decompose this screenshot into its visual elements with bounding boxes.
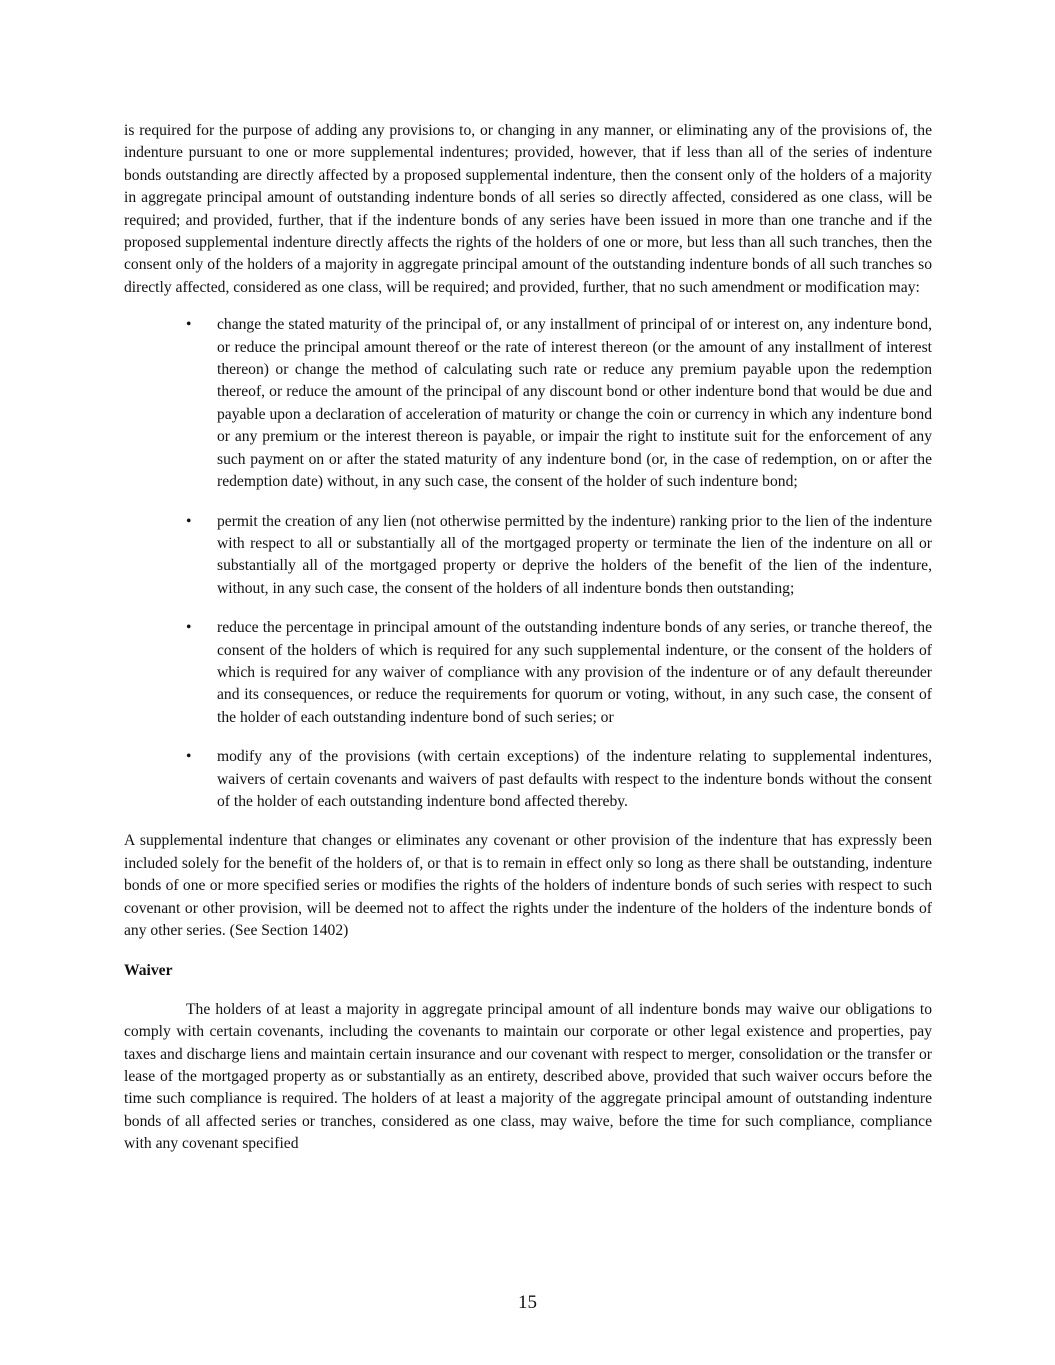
- list-item-text: modify any of the provisions (with certain exceptions) of the indenture relating to supplemental indentures, waivers of certain covenants and waivers of past defaults with respect to the indenture bonds without the consent of the holder of each outstanding indenture bond affected thereby.: [217, 748, 932, 810]
- list-item-text: change the stated maturity of the principal of, or any installment of principal of or interest on, any indenture bond, or reduce the principal amount thereof or the rate of interest thereon (or the amount of any installment of interest thereon) or change the method of calculating such rate or reduce any premium payable upon the redemption thereof, or reduce the amount of the principal of any discount bond or other indenture bond that would be due and payable upon a declaration of acceleration of maturity or change the coin or currency in which any indenture bond or any premium or the interest thereon is payable, or impair the right to institute suit for the enforcement of any such payment on or after the stated maturity of any indenture bond (or, in the case of redemption, on or after the redemption date) without, in any such case, the consent of the holder of such indenture bond;: [217, 316, 932, 491]
- document-page: [124, 120, 932, 1156]
- waiver-heading: Waiver: [124, 962, 173, 980]
- supplemental-indenture-paragraph: A supplemental indenture that changes or eliminates any covenant or other provision of the indenture that has expressly been included solely for the benefit of the holders of, or that is to remain in effect only so long as there shall be outstanding, indenture bonds of one or more specified series or modifies the rights of the holders of indenture bonds of such series with respect to such covenant or other provision, will be deemed not to affect the rights under the indenture of the holders of the indenture bonds of any other series. (See Section 1402): [124, 832, 932, 939]
- bullet-icon: •: [186, 748, 192, 766]
- amendment-restrictions-list: [124, 314, 932, 813]
- list-item: [124, 511, 932, 601]
- waiver-paragraph: The holders of at least a majority in aggregate principal amount of all indenture bonds may waive our obligations to comply with certain covenants, including the covenants to maintain our corporate or other legal existence and properties, pay taxes and discharge liens and maintain certain insurance and our covenant with respect to merger, consolidation or the transfer or lease of the mortgaged property as or substantially as an entirety, described above, provided that such waiver occurs before the time such compliance is required. The holders of at least a majority of the aggregate principal amount of outstanding indenture bonds of all affected series or tranches, considered as one class, may waive, before the time for such compliance, compliance with any covenant specified: [124, 1000, 932, 1153]
- bullet-icon: •: [186, 512, 192, 530]
- page-number: 15: [518, 1292, 537, 1313]
- list-item: [124, 617, 932, 729]
- bullet-icon: •: [186, 316, 192, 334]
- list-item-text: reduce the percentage in principal amount of the outstanding indenture bonds of any series, or tranche thereof, the consent of the holders of which is required for any such supplemental indenture, or the consent of the holders of which is required for any waiver of compliance with any provision of the indenture or of any default thereunder and its consequences, or reduce the requirements for quorum or voting, without, in any such case, the consent of the holder of each outstanding indenture bond of such series; or: [217, 619, 932, 726]
- list-item-text: permit the creation of any lien (not otherwise permitted by the indenture) ranking prior to the lien of the indenture with respect to all or substantially all of the mortgaged property or terminate the lien of the indenture on all or substantially all of the mortgaged property or deprive the holders of the benefit of the lien of the indenture, without, in any such case, the consent of the holders of all indenture bonds then outstanding;: [217, 512, 932, 597]
- list-item: [124, 746, 932, 813]
- bullet-icon: •: [186, 619, 192, 637]
- list-item: [124, 314, 932, 493]
- intro-paragraph: is required for the purpose of adding any provisions to, or changing in any manner, or eliminating any of the provisions of, the indenture pursuant to one or more supplemental indentures; provided, however, that if less than all of the series of indenture bonds outstanding are directly affected by a proposed supplemental indenture, then the consent only of the holders of a majority in aggregate principal amount of outstanding indenture bonds of all series so directly affected, considered as one class, will be required; and provided, further, that if the indenture bonds of any series have been issued in more than one tranche and if the proposed supplemental indenture directly affects the rights of the holders of one or more, but less than all such tranches, then the consent only of the holders of a majority in aggregate principal amount of the outstanding indenture bonds of all such tranches so directly affected, considered as one class, will be required; and provided, further, that no such amendment or modification may:: [124, 122, 932, 296]
